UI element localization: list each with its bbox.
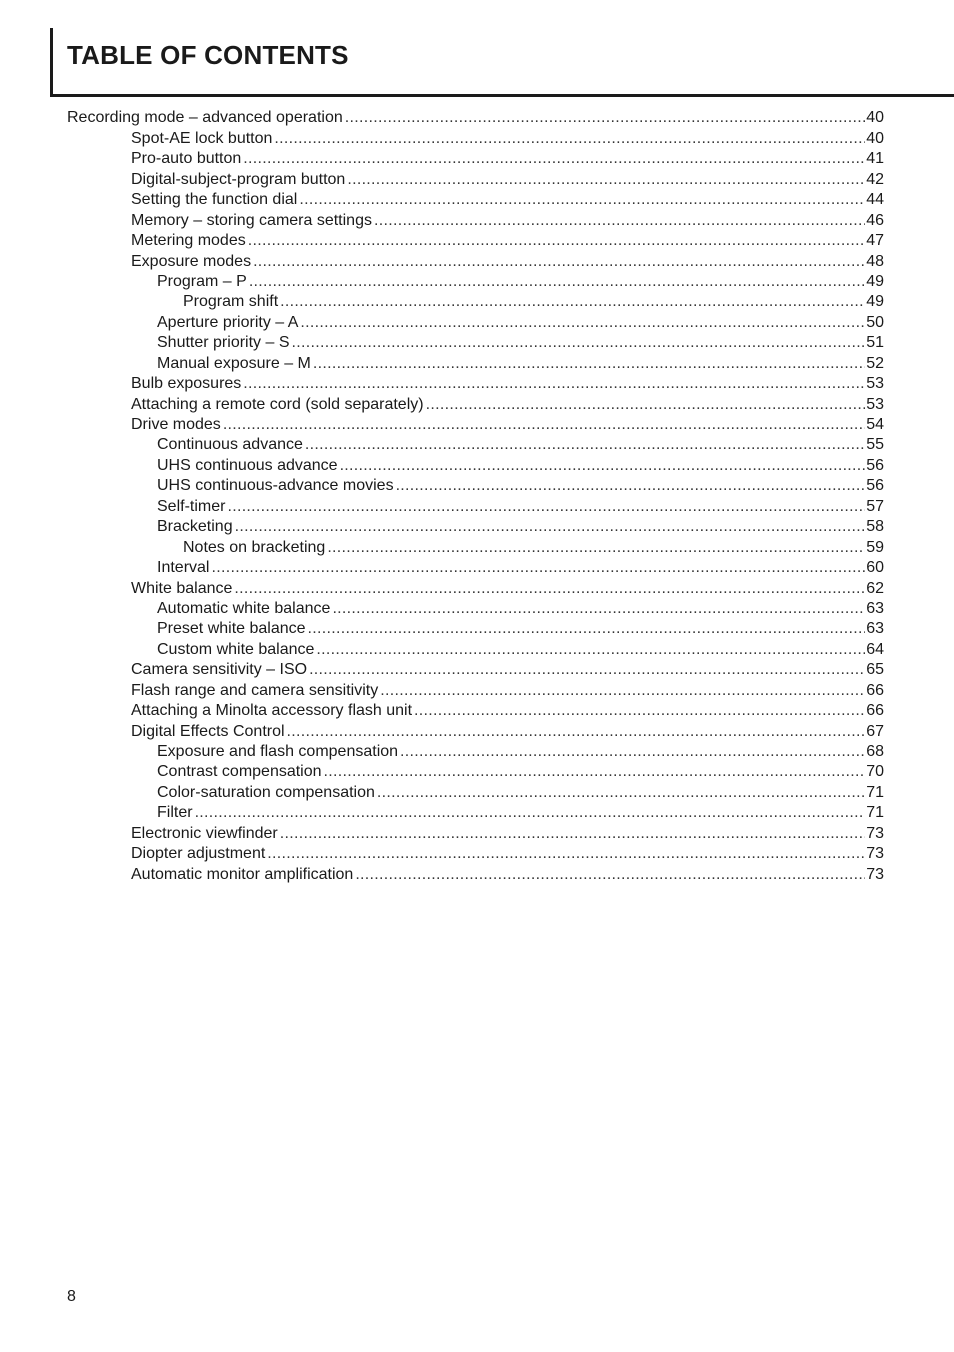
- toc-entry-page: 52: [866, 354, 884, 372]
- toc-entry-page: 53: [866, 395, 884, 413]
- toc-leader-dots: [248, 231, 865, 251]
- toc-entry-label: Exposure and flash compensation: [157, 743, 399, 760]
- toc-entry-label: Continuous advance: [157, 436, 303, 454]
- toc-entry-page: 63: [866, 620, 884, 638]
- toc-leader-dots: [243, 149, 865, 169]
- toc-entry-page: 55: [866, 436, 884, 454]
- toc-entry-label: Attaching a Minolta accessory flash unit: [131, 702, 413, 720]
- toc-entry-label: Contrast compensation: [157, 763, 322, 781]
- toc-leader-dots: [223, 415, 865, 435]
- toc-leader-dots: [355, 865, 865, 885]
- toc-entry-page: 54: [866, 416, 884, 433]
- toc-entry-label: Exposure modes: [131, 252, 252, 270]
- toc-leader-dots: [235, 517, 866, 537]
- toc-entry[interactable]: [0, 476, 884, 496]
- toc-leader-dots: [299, 190, 865, 210]
- toc-entry[interactable]: [0, 210, 884, 230]
- toc-entry-label: Metering modes: [131, 232, 246, 250]
- toc-leader-dots: [316, 640, 865, 660]
- toc-entry-page: 63: [866, 599, 884, 617]
- toc-leader-dots: [243, 374, 865, 394]
- toc-entry[interactable]: [0, 415, 884, 435]
- toc-entry[interactable]: [0, 517, 884, 537]
- toc-entry-page: 44: [866, 191, 884, 209]
- toc-entry-label: Spot-AE lock button: [131, 129, 273, 147]
- toc-entry-page: 40: [866, 129, 884, 147]
- toc-entry[interactable]: [0, 272, 884, 292]
- toc-entry-page: 66: [866, 681, 884, 699]
- toc-leader-dots: [313, 354, 865, 374]
- toc-leader-dots: [377, 783, 865, 803]
- toc-entry-label: Filter: [157, 804, 193, 822]
- toc-entry-label: Manual exposure – M: [157, 354, 311, 372]
- toc-entry[interactable]: [0, 578, 884, 598]
- page-number: 8: [67, 1288, 76, 1305]
- toc-entry-label: Color-saturation compensation: [157, 783, 375, 801]
- toc-entry[interactable]: [0, 558, 884, 578]
- toc-leader-dots: [345, 108, 865, 128]
- toc-leader-dots: [340, 456, 866, 476]
- toc-leader-dots: [374, 211, 865, 231]
- toc-leader-dots: [332, 599, 865, 619]
- toc-entry[interactable]: [0, 639, 884, 659]
- toc-entry[interactable]: [0, 435, 884, 455]
- toc-entry-label: Aperture priority – A: [157, 313, 299, 331]
- toc-entry[interactable]: [0, 496, 884, 516]
- toc-entry-page: 58: [866, 518, 884, 536]
- toc-entry-label: Program – P: [157, 272, 247, 290]
- toc-entry[interactable]: [0, 251, 884, 271]
- toc-entry-label: Bracketing: [157, 518, 233, 536]
- toc-leader-dots: [300, 313, 865, 333]
- toc-entry-label: Diopter adjustment: [131, 845, 266, 863]
- toc-entry-label: Notes on bracketing: [183, 538, 326, 556]
- toc-entry-page: 68: [866, 743, 884, 760]
- toc-entry-page: 56: [866, 456, 884, 474]
- toc-entry-label: Shutter priority – S: [157, 334, 290, 352]
- toc-entry-label: Preset white balance: [157, 620, 306, 638]
- header-rule-vertical: [50, 28, 53, 96]
- toc-leader-dots: [195, 803, 866, 823]
- toc-entry[interactable]: [0, 823, 884, 843]
- toc-entry-label: Flash range and camera sensitivity: [131, 681, 379, 699]
- toc-entry[interactable]: [0, 292, 884, 312]
- toc-entry[interactable]: [0, 844, 884, 864]
- toc-entry[interactable]: [0, 374, 884, 394]
- toc-leader-dots: [347, 170, 865, 190]
- toc-list: [0, 108, 884, 885]
- toc-leader-dots: [280, 292, 865, 312]
- toc-entry-page: 64: [866, 640, 884, 658]
- toc-entry[interactable]: [0, 762, 884, 782]
- toc-leader-dots: [400, 742, 865, 762]
- toc-entry-page: 62: [866, 579, 884, 597]
- toc-entry-page: 57: [866, 497, 884, 515]
- toc-entry-page: 40: [866, 109, 884, 127]
- toc-leader-dots: [274, 129, 865, 149]
- toc-leader-dots: [249, 272, 865, 292]
- toc-entry-label: Digital Effects Control: [131, 722, 285, 740]
- toc-leader-dots: [305, 435, 865, 455]
- toc-entry-label: Digital-subject-program button: [131, 170, 346, 188]
- toc-entry-page: 67: [866, 722, 884, 740]
- header-rule-horizontal: [50, 94, 954, 97]
- toc-entry-label: UHS continuous-advance movies: [157, 477, 394, 495]
- toc-entry-page: 71: [866, 804, 884, 822]
- toc-entry-label: Recording mode – advanced operation: [67, 109, 343, 127]
- toc-entry-label: Setting the function dial: [131, 191, 298, 209]
- toc-entry-page: 42: [866, 170, 884, 188]
- toc-entry[interactable]: [0, 190, 884, 210]
- toc-entry-page: 49: [866, 293, 884, 311]
- toc-entry[interactable]: [0, 864, 884, 884]
- toc-leader-dots: [280, 824, 865, 844]
- toc-entry-page: 66: [866, 702, 884, 720]
- toc-entry[interactable]: [0, 680, 884, 700]
- toc-entry-label: Memory – storing camera settings: [131, 211, 372, 229]
- toc-entry-page: 59: [866, 538, 884, 556]
- toc-leader-dots: [287, 722, 866, 742]
- toc-leader-dots: [227, 497, 865, 517]
- toc-entry-page: 47: [866, 232, 884, 250]
- toc-entry[interactable]: [0, 782, 884, 802]
- page-title: TABLE OF CONTENTS: [67, 40, 349, 70]
- toc-entry-page: 73: [866, 845, 884, 863]
- toc-leader-dots: [292, 333, 866, 353]
- toc-entry-page: 53: [866, 375, 884, 393]
- toc-entry[interactable]: [0, 353, 884, 373]
- toc-entry[interactable]: [0, 231, 884, 251]
- toc-entry-label: Automatic monitor amplification: [131, 865, 354, 883]
- toc-entry-page: 65: [866, 661, 884, 679]
- toc-entry-page: 71: [866, 783, 884, 801]
- toc-entry[interactable]: [0, 721, 884, 741]
- toc-entry-label: Pro-auto button: [131, 150, 242, 168]
- toc-leader-dots: [426, 395, 866, 415]
- toc-entry-page: 60: [866, 559, 884, 577]
- toc-entry[interactable]: [0, 394, 884, 414]
- toc-entry-page: 48: [866, 252, 884, 270]
- toc-entry-label: Automatic white balance: [157, 599, 331, 617]
- toc-entry-page: 70: [866, 763, 884, 781]
- toc-entry[interactable]: [0, 128, 884, 148]
- toc-entry-label: Custom white balance: [157, 640, 315, 658]
- toc-leader-dots: [309, 660, 865, 680]
- toc-entry-label: White balance: [131, 579, 233, 597]
- toc-entry-label: UHS continuous advance: [157, 456, 338, 474]
- toc-leader-dots: [211, 558, 865, 578]
- toc-leader-dots: [327, 538, 865, 558]
- toc-entry[interactable]: [0, 537, 884, 557]
- toc-leader-dots: [380, 681, 865, 701]
- toc-entry-page: 49: [866, 272, 884, 290]
- toc-entry[interactable]: [0, 312, 884, 332]
- toc-entry-page: 56: [866, 477, 884, 495]
- toc-entry[interactable]: [0, 803, 884, 823]
- toc-entry[interactable]: [0, 455, 884, 475]
- toc-entry-label: Attaching a remote cord (sold separately): [131, 395, 424, 413]
- toc-entry-label: Drive modes: [131, 416, 221, 433]
- toc-entry-label: Camera sensitivity – ISO: [131, 661, 308, 679]
- toc-leader-dots: [267, 844, 865, 864]
- toc-entry[interactable]: [0, 108, 884, 128]
- toc-leader-dots: [396, 476, 866, 496]
- toc-leader-dots: [253, 252, 865, 272]
- toc-leader-dots: [414, 701, 865, 721]
- toc-leader-dots: [324, 762, 866, 782]
- toc-entry[interactable]: [0, 742, 884, 762]
- toc-entry[interactable]: [0, 333, 884, 353]
- toc-entry[interactable]: [0, 169, 884, 189]
- toc-entry-page: 73: [866, 824, 884, 842]
- toc-entry-page: 41: [866, 150, 884, 168]
- toc-entry-label: Interval: [157, 559, 210, 577]
- toc-entry-label: Bulb exposures: [131, 375, 242, 393]
- toc-entry-page: 46: [866, 211, 884, 229]
- toc-entry[interactable]: [0, 149, 884, 169]
- toc-entry[interactable]: [0, 701, 884, 721]
- toc-entry[interactable]: [0, 619, 884, 639]
- toc-entry[interactable]: [0, 599, 884, 619]
- toc-entry-label: Self-timer: [157, 497, 226, 515]
- toc-entry-label: Program shift: [183, 293, 279, 311]
- toc-entry-page: 51: [866, 334, 884, 352]
- toc-entry-page: 50: [866, 313, 884, 331]
- toc-entry[interactable]: [0, 660, 884, 680]
- toc-leader-dots: [234, 579, 865, 599]
- toc-entry-page: 73: [866, 865, 884, 883]
- toc-entry-label: Electronic viewfinder: [131, 824, 278, 842]
- toc-leader-dots: [308, 619, 866, 639]
